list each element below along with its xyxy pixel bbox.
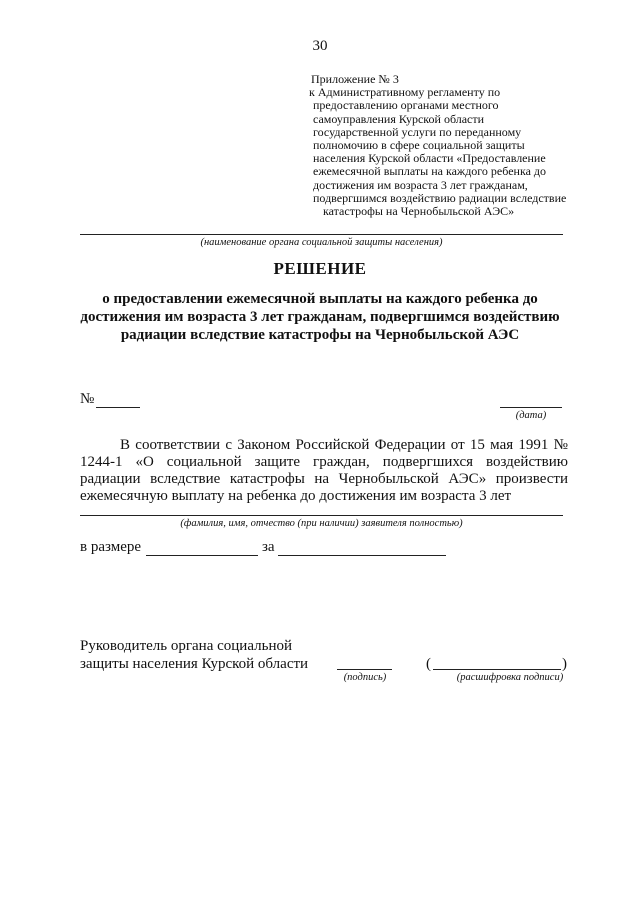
body-paragraph bbox=[80, 437, 568, 505]
amount-label: в размере bbox=[80, 539, 142, 555]
body-line: ежемесячную выплату на ребенка до достижения им возраста 3 лет bbox=[80, 488, 512, 504]
period-blank-line bbox=[278, 555, 446, 556]
document-subtitle bbox=[60, 290, 580, 344]
number-label: № bbox=[80, 391, 95, 407]
signature-blank-line bbox=[337, 669, 392, 670]
body-line: 1244-1 «О социальной защите граждан, подвергшихся воздействию bbox=[80, 454, 568, 470]
period-label: за bbox=[262, 539, 275, 555]
authority-name-line bbox=[80, 234, 563, 235]
appendix-line: населения Курской области «Предоставление bbox=[313, 151, 546, 166]
appendix-line: ежемесячной выплаты на каждого ребенка до bbox=[313, 164, 547, 179]
head-title-line-2: защиты населения Курской области bbox=[80, 656, 309, 672]
decoding-open-paren: ( bbox=[426, 656, 431, 672]
authority-caption: (наименование органа социальной защиты населения) bbox=[200, 237, 443, 248]
applicant-caption: (фамилия, имя, отчество (при наличии) заявителя полностью) bbox=[180, 518, 463, 529]
date-blank-line bbox=[500, 407, 562, 408]
head-title-line-1: Руководитель органа социальной bbox=[80, 638, 292, 654]
subtitle-line: радиации вследствие катастрофы на Чернобыльской АЭС bbox=[120, 327, 520, 343]
date-caption: (дата) bbox=[515, 410, 547, 421]
appendix-line: к Административному регламенту по bbox=[309, 85, 501, 100]
applicant-name-line bbox=[80, 515, 563, 516]
appendix-line: самоуправления Курской области bbox=[313, 111, 485, 126]
appendix-line: подвергшимся воздействию радиации вследствие bbox=[313, 190, 567, 205]
appendix-line: достижения им возраста 3 лет гражданам, bbox=[313, 177, 528, 192]
body-line: радиации вследствие катастрофы на Чернобыльской АЭС» произвести bbox=[80, 471, 568, 487]
number-blank-line bbox=[96, 407, 140, 408]
appendix-line: полномочию в сфере социальной защиты bbox=[313, 138, 525, 153]
amount-blank-line bbox=[146, 555, 258, 556]
signature-caption: (подпись) bbox=[343, 672, 387, 683]
body-line: В соответствии с Законом Российской Федерации от 15 мая 1991 № bbox=[120, 437, 568, 453]
document-title: РЕШЕНИЕ bbox=[273, 259, 367, 278]
appendix-line: предоставлению органами местного bbox=[313, 98, 499, 113]
subtitle-line: достижения им возраста 3 лет гражданам, подвергшимся воздействию bbox=[80, 309, 560, 325]
decoding-close-paren: ) bbox=[562, 656, 567, 672]
appendix-line: государственной услуги по переданному bbox=[313, 124, 522, 139]
subtitle-line: о предоставлении ежемесячной выплаты на каждого ребенка до bbox=[102, 291, 538, 307]
decoding-blank-line bbox=[433, 669, 561, 670]
appendix-line: Приложение № 3 bbox=[311, 72, 399, 86]
appendix-block bbox=[309, 73, 567, 218]
page-number: 30 bbox=[312, 38, 328, 54]
decoding-caption: (расшифровка подписи) bbox=[456, 672, 564, 683]
appendix-line: катастрофы на Чернобыльской АЭС» bbox=[323, 204, 515, 219]
